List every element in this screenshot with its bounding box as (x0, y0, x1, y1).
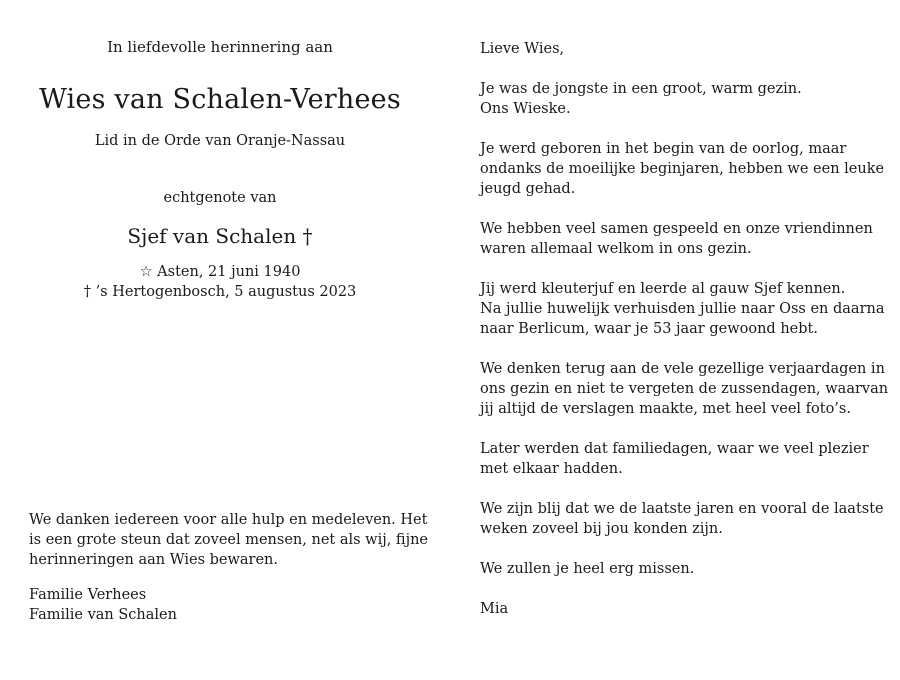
family-signatures (29, 585, 177, 625)
letter-line: Jij werd kleuterjuf en leerde al gauw Sjef kennen. (480, 281, 846, 297)
intro-text: In liefdevolle herinnering aan (107, 38, 333, 56)
letter-greeting (480, 39, 880, 59)
deceased-name: Wies van Schalen-Verhees (39, 84, 401, 115)
letter-line: We hebben veel samen gespeeld en onze vriendinnen (480, 221, 873, 237)
thanks-line: We danken iedereen voor alle hulp en medeleven. Het (29, 512, 428, 528)
letter-paragraph (480, 139, 885, 199)
birth-line: ☆ Asten, 21 juni 1940 (139, 264, 301, 280)
letter-line: naar Berlicum, waar je 53 jaar gewoond hebt. (480, 321, 818, 337)
thanks-paragraph (29, 510, 429, 570)
death-line: † ’s Hertogenbosch, 5 augustus 2023 (83, 284, 357, 300)
letter-paragraph (480, 79, 880, 119)
letter-line: Later werden dat familiedagen, waar we veel plezier (480, 441, 869, 457)
letter-panel (480, 0, 889, 680)
letter-line: Je werd geboren in het begin van de oorlog, maar (480, 141, 847, 157)
family-name: Familie van Schalen (29, 607, 177, 623)
letter-line: We denken terug aan de vele gezellige verjaardagen in (480, 361, 885, 377)
letter-line: We zullen je heel erg missen. (480, 561, 695, 577)
letter-signature (480, 599, 880, 619)
letter-body (480, 39, 889, 639)
greeting-text: Lieve Wies, (480, 41, 565, 57)
letter-line: ondanks de moeilijke beginjaren, hebben we een leuke (480, 161, 885, 177)
letter-paragraph (480, 219, 880, 259)
spouse-label: echtgenote van (163, 190, 277, 206)
left-panel (0, 0, 440, 680)
letter-paragraph (480, 279, 885, 339)
thanks-line: is een grote steun dat zoveel mensen, net als wij, fijne (29, 532, 429, 548)
letter-line: met elkaar hadden. (480, 461, 623, 477)
letter-line: Na jullie huwelijk verhuisden jullie naar Oss en daarna (480, 301, 885, 317)
thanks-line: herinneringen aan Wies bewaren. (29, 552, 278, 568)
honor-text: Lid in de Orde van Oranje-Nassau (94, 133, 346, 149)
spouse-name: Sjef van Schalen † (127, 224, 313, 248)
signature-text: Mia (480, 601, 509, 617)
letter-line: jeugd gehad. (480, 181, 576, 197)
letter-line: Je was de jongste in een groot, warm gezin. (480, 81, 802, 97)
letter-line: weken zoveel bij jou konden zijn. (480, 521, 723, 537)
letter-line: jij altijd de verslagen maakte, met heel veel foto’s. (480, 401, 851, 417)
letter-line: We zijn blij dat we de laatste jaren en vooral de laatste (480, 501, 884, 517)
letter-paragraph (480, 359, 889, 419)
letter-paragraph (480, 559, 880, 579)
letter-paragraph (480, 499, 884, 539)
letter-paragraph (480, 439, 880, 479)
letter-line: waren allemaal welkom in ons gezin. (480, 241, 752, 257)
family-name: Familie Verhees (29, 587, 147, 603)
letter-line: ons gezin en niet te vergeten de zussendagen, waarvan (480, 381, 889, 397)
letter-line: Ons Wieske. (480, 101, 571, 117)
